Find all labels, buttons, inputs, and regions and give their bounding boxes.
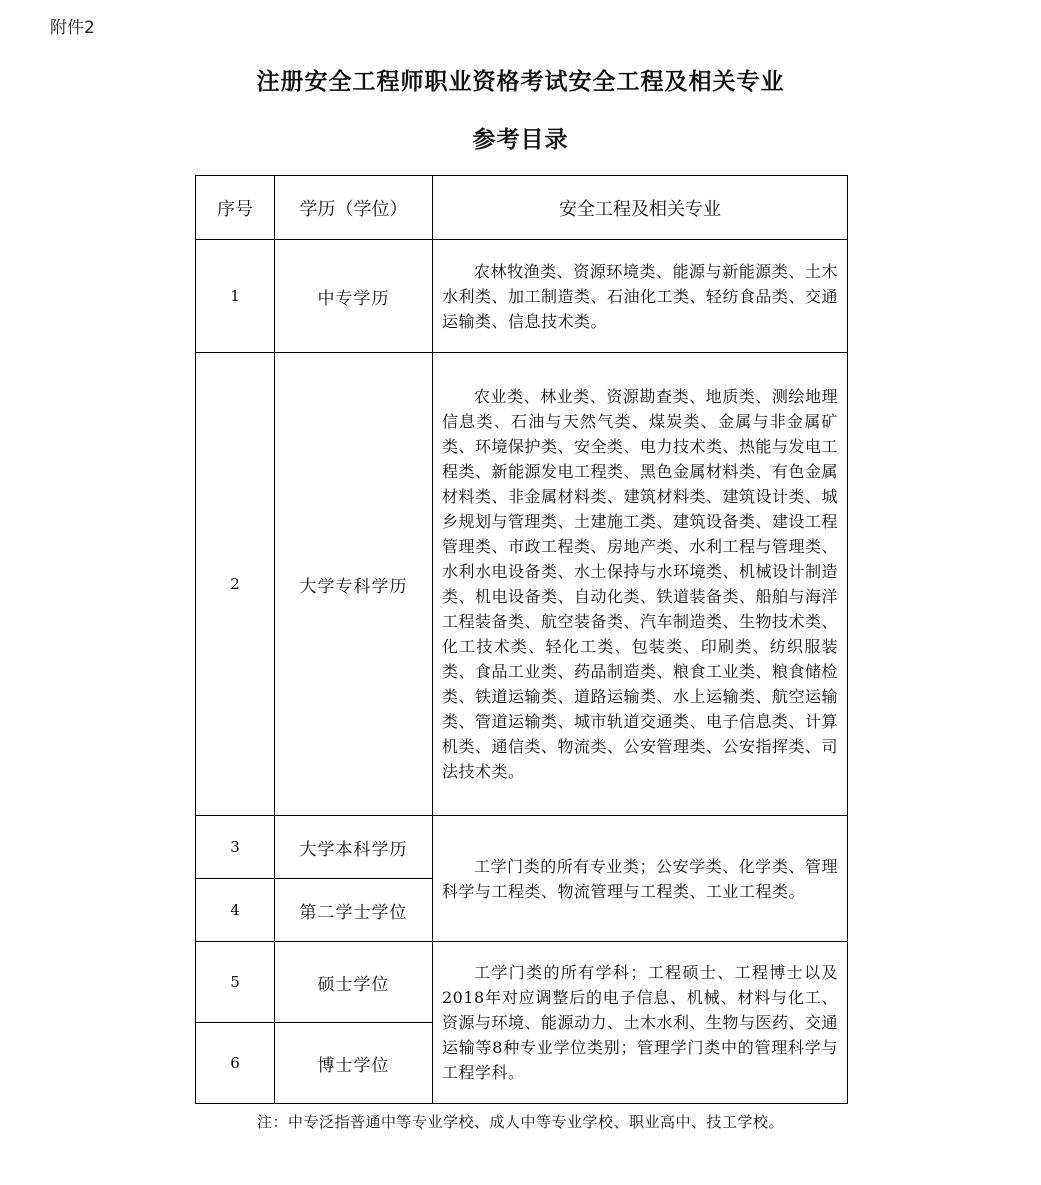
majors-table (195, 175, 848, 1104)
row-education: 硕士学位 (275, 942, 433, 1023)
row-education: 第二学士学位 (275, 879, 433, 942)
row-education: 中专学历 (275, 240, 433, 353)
row-index: 1 (196, 240, 275, 353)
row-education: 大学专科学历 (275, 353, 433, 816)
row-education: 大学本科学历 (275, 816, 433, 879)
row-index: 2 (196, 353, 275, 816)
row-index: 3 (196, 816, 275, 879)
header-majors: 安全工程及相关专业 (433, 176, 848, 240)
footnote: 注：中专泛指普通中等专业学校、成人中等专业学校、职业高中、技工学校。 (256, 1113, 784, 1131)
attachment-label: 附件2 (50, 18, 95, 38)
document-subtitle: 参考目录 (472, 126, 569, 153)
document-title: 注册安全工程师职业资格考试安全工程及相关专业 (256, 68, 785, 95)
row-index: 5 (196, 942, 275, 1023)
table-row (196, 942, 848, 1023)
row-education: 博士学位 (275, 1023, 433, 1104)
row-majors (433, 353, 848, 816)
row-majors (433, 942, 848, 1104)
row-majors (433, 816, 848, 942)
majors-text: 工学门类的所有学科；工程硕士、工程博士以及2018年对应调整后的电子信息、机械、材料与化工、资源与环境、能源动力、土木水利、生物与医药、交通运输等8种专业学位类别；管理学门类中的管理科学与工程学科。 (442, 963, 839, 1082)
row-majors (433, 240, 848, 353)
row-index: 4 (196, 879, 275, 942)
majors-text: 农业类、林业类、资源勘查类、地质类、测绘地理信息类、石油与天然气类、煤炭类、金属与非金属矿类、环境保护类、安全类、电力技术类、热能与发电工程类、新能源发电工程类、黑色金属材料类、有色金属材料类、非金属材料类、建筑材料类、建筑设计类、城乡规划与管理类、土建施工类、建筑设备类、建设工程管理类、市政工程类、房地产类、水利工程与管理类、水利水电设备类、水土保持与水环境类、机械设计制造类、机电设备类、自动化类、铁道装备类、船舶与海洋工程装备类、航空装备类、汽车制造类、生物技术类、化工技术类、轻化工类、包装类、印刷类、纺织服装类、食品工业类、药品制造类、粮食工业类、粮食储检类、铁道运输类、道路运输类、水上运输类、航空运输类、管道运输类、城市轨道交通类、电子信息类、计算机类、通信类、物流类、公安管理类、公安指挥类、司法技术类。 (442, 387, 839, 781)
table-header-row (196, 176, 848, 240)
table-row (196, 816, 848, 879)
header-index: 序号 (196, 176, 275, 240)
majors-text: 工学门类的所有专业类；公安学类、化学类、管理科学与工程类、物流管理与工程类、工业工程类。 (442, 856, 838, 901)
table-row (196, 240, 848, 353)
table-row (196, 353, 848, 816)
header-education: 学历（学位） (275, 176, 433, 240)
majors-text: 农林牧渔类、资源环境类、能源与新能源类、土木水利类、加工制造类、石油化工类、轻纺食品类、交通运输类、信息技术类。 (442, 261, 839, 331)
row-index: 6 (196, 1023, 275, 1104)
